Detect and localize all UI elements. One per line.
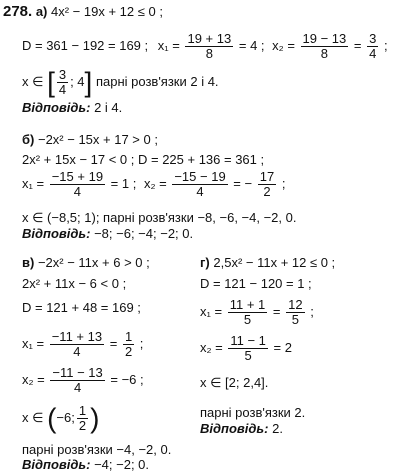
part-b-x1-fraction: $\frac{-15 + 19}{4}$ xyxy=(51,169,104,199)
task-number: 278. xyxy=(3,3,33,20)
part-b-x2-label: x₂ = xyxy=(143,175,167,191)
part-a-x1-fraction: $\frac{19 + 13}{8}$ xyxy=(187,31,232,61)
part-d-x2-line xyxy=(200,334,292,363)
part-a-x1-label: x₁ = xyxy=(157,37,180,53)
part-b-header xyxy=(22,132,158,147)
part-a-label: а) xyxy=(35,4,48,19)
part-a-interval-fraction: $\frac{3}{4}$ xyxy=(58,67,67,97)
part-b-discriminant-line: 2x² + 15x − 17 < 0 ; D = 225 + 136 = 361 ; xyxy=(22,152,265,167)
part-d-answer-label: Відповідь: xyxy=(200,421,269,436)
part-b-inequality: −2x² − 15x + 17 > 0 ; xyxy=(37,132,158,147)
part-c-inequality: −2x² − 11x + 6 > 0 ; xyxy=(37,255,150,270)
part-b-x2-fraction: $\frac{-15 - 19}{4}$ xyxy=(174,169,226,199)
part-a-x2-label: x₂ = xyxy=(272,37,295,53)
part-b-x1-result: = 1 ; xyxy=(110,175,137,191)
part-d-answer xyxy=(200,421,283,436)
part-d-x1-result-fraction: $\frac{12}{5}$ xyxy=(288,297,303,327)
part-c-x1-line: x₁ = $\frac{-11 + 13}{4}$ = $\frac{1}{2}$ ; xyxy=(22,329,144,359)
part-a-x1-result: = 4 ; xyxy=(238,37,265,53)
part-d-x2-label: x₂ = xyxy=(200,339,223,355)
part-d-x2-fraction: $\frac{11 - 1}{5}$ xyxy=(230,333,266,363)
part-d-x1-line: x₁ = $\frac{11 + 1}{5}$ = $\frac{12}{5}$ ; xyxy=(200,297,314,327)
part-a-interval-prefix: x ∈ xyxy=(22,73,44,89)
part-d-inequality: 2,5x² − 11x + 12 ≤ 0 ; xyxy=(213,255,336,270)
part-c-label: в) xyxy=(22,255,35,270)
part-c-interval-fraction: $\frac{1}{2}$ xyxy=(78,403,87,433)
part-c-x1-label: x₁ = xyxy=(22,335,45,351)
part-c-x2-label: x₂ = xyxy=(22,371,45,387)
part-c-x1-result-fraction: $\frac{1}{2}$ xyxy=(124,329,133,359)
part-b-interval-line: x ∈ (−8,5; 1); парні розв'язки −8, −6, −4, −2, 0. xyxy=(22,210,297,225)
part-d-x1-label: x₁ = xyxy=(200,303,223,319)
part-c-x1-fraction: $\frac{-11 + 13}{4}$ xyxy=(51,329,103,359)
part-a-answer xyxy=(22,100,122,115)
part-a-x2-fraction: $\frac{19 - 13}{8}$ xyxy=(302,31,347,61)
part-d-interval: x ∈ [2; 2,4]. xyxy=(200,375,269,390)
part-a-interval-line: x ∈ [ $\frac{3}{4}$ ; 4] парні розв'язки 2 і 4. xyxy=(22,66,219,98)
part-a-header xyxy=(3,4,163,19)
part-a-inequality: 4x² − 19x + 12 ≤ 0 ; xyxy=(51,4,163,19)
part-d-label: г) xyxy=(200,255,210,270)
part-d-discriminant: D = 121 − 120 = 1 ; xyxy=(200,276,312,291)
part-c-answer xyxy=(22,457,149,472)
part-b-label: б) xyxy=(22,132,35,147)
part-b-roots-line: x₁ = $\frac{-15 + 19}{4}$ = 1 ; x₂ = $\frac{-15 - 19}{4}$ = − $\frac{17}{2}$ ; xyxy=(22,169,286,199)
part-a-x2-result-fraction: $\frac{3}{4}$ xyxy=(369,31,377,61)
part-b-answer xyxy=(22,226,193,241)
part-a-even-solutions: парні розв'язки 2 і 4. xyxy=(95,73,219,89)
part-c-answer-label: Відповідь: xyxy=(22,457,91,472)
part-d-header xyxy=(200,255,335,270)
part-b-x2-result-fraction: $\frac{17}{2}$ xyxy=(259,169,275,199)
part-b-answer-label: Відповідь: xyxy=(22,226,91,241)
part-c-x2-result: = −6 ; xyxy=(110,371,144,387)
part-c-discriminant: D = 121 + 48 = 169 ; xyxy=(22,300,141,315)
part-d-even-solutions: парні розв'язки 2. xyxy=(200,405,306,420)
part-a-answer-value: 2 і 4. xyxy=(94,100,123,115)
part-b-answer-value: −8; −6; −4; −2; 0. xyxy=(94,226,194,241)
part-c-answer-value: −4; −2; 0. xyxy=(94,457,150,472)
part-b-x1-label: x₁ = xyxy=(22,175,45,191)
part-c-header xyxy=(22,255,150,270)
part-c-inequality-2: 2x² + 11x − 6 < 0 ; xyxy=(22,276,127,291)
part-c-x2-line xyxy=(22,366,144,395)
part-a-roots-line: D = 361 − 192 = 169 ; x₁ = $\frac{19 + 13}{8}$ = 4 ; x₂ = $\frac{19 - 13}{8}$ = $\frac{3}{4}$ ; xyxy=(22,31,388,61)
part-c-x2-fraction: $\frac{-11 - 13}{4}$ xyxy=(52,365,103,395)
part-c-interval-line: x ∈ (−6; $\frac{1}{2}$ ) xyxy=(22,402,100,434)
part-a-discriminant: D = 361 − 192 = 169 ; xyxy=(22,37,149,53)
part-c-interval-prefix: x ∈ xyxy=(22,409,44,425)
part-c-even-solutions: парні розв'язки −4, −2, 0. xyxy=(22,442,172,457)
part-d-x2-result: = 2 xyxy=(273,339,292,355)
part-a-answer-label: Відповідь: xyxy=(22,100,91,115)
part-d-answer-value: 2. xyxy=(272,421,283,436)
part-d-x1-fraction: $\frac{11 + 1}{5}$ xyxy=(229,297,266,327)
